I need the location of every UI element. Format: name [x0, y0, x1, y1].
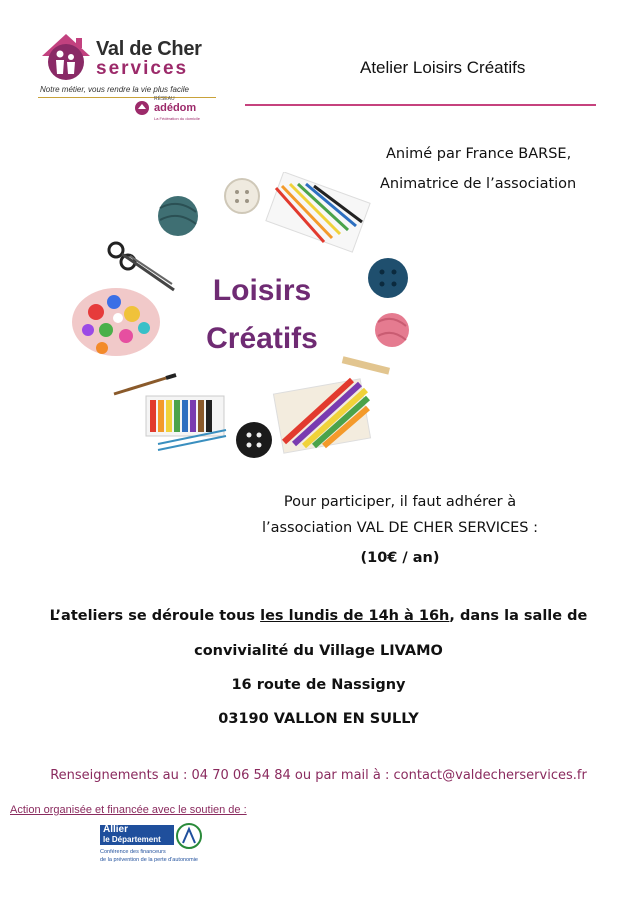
- crayons-icon: [273, 379, 370, 453]
- craft-supplies-collage: [62, 172, 422, 472]
- allier-subtitle: le Département: [103, 835, 161, 844]
- house-family-icon: [36, 30, 96, 82]
- logo-rule: [38, 97, 216, 98]
- sponsor-label: Action organisée et financée avec le soutien de :: [10, 804, 247, 816]
- colored-pencils-icon: [266, 172, 370, 252]
- page-title: Atelier Loisirs Créatifs: [360, 58, 526, 77]
- network-tagline: La Fédération du domicile: [154, 116, 201, 121]
- allier-a-icon: [176, 823, 202, 849]
- schedule-city: 03190 VALLON EN SULLY: [218, 711, 419, 727]
- animator-role: Animatrice de l’association: [380, 176, 577, 192]
- schedule-venue: convivialité du Village LIVAMO: [194, 643, 443, 659]
- paint-tubes-icon: [146, 396, 226, 450]
- black-button-icon: [236, 422, 272, 458]
- conference-line2: de la prévention de la perte d'autonomie: [100, 857, 198, 863]
- schedule-time: les lundis de 14h à 16h: [260, 608, 450, 624]
- contact-info: Renseignements au : 04 70 06 54 84 ou par mail à : contact@valdecherservices.fr: [50, 768, 587, 783]
- collage-title-line1: Loisirs: [212, 274, 312, 307]
- logo-subtitle: services: [96, 58, 189, 79]
- logo-tagline: Notre métier, vous rendre la vie plus facile: [40, 85, 189, 94]
- allier-title: Allier: [103, 824, 129, 835]
- conference-line1: Conférence des financeurs: [100, 849, 166, 855]
- logo-title: Val de Cher: [96, 38, 202, 60]
- schedule-line1: L’ateliers se déroule tous les lundis de 14h à 16h, dans la salle de: [49, 608, 588, 624]
- animator-name: Animé par France BARSE,: [386, 146, 572, 162]
- schedule-street: 16 route de Nassigny: [231, 677, 406, 693]
- allier-departement-logo: [100, 825, 204, 869]
- buttons-pile-icon: [72, 288, 160, 356]
- paint-brush-icon: [114, 375, 176, 394]
- network-name: adédom: [154, 102, 197, 114]
- participation-line1: Pour participer, il faut adhérer à: [283, 494, 517, 510]
- participation-line2: l’association VAL DE CHER SERVICES :: [261, 520, 538, 536]
- val-de-cher-logo: [36, 30, 226, 120]
- network-label: RÉSEAU: [154, 96, 175, 102]
- blue-yarn-icon: [158, 196, 198, 236]
- white-button-icon: [225, 179, 259, 213]
- membership-price: (10€ / an): [360, 550, 440, 566]
- scissors-icon: [109, 243, 174, 290]
- wooden-stick-icon: [342, 356, 390, 374]
- header-divider: [245, 104, 596, 106]
- teal-button-icon: [368, 258, 408, 298]
- pink-yarn-icon: [375, 313, 409, 347]
- adedom-icon: [134, 100, 150, 116]
- collage-title-line2: Créatifs: [206, 322, 318, 355]
